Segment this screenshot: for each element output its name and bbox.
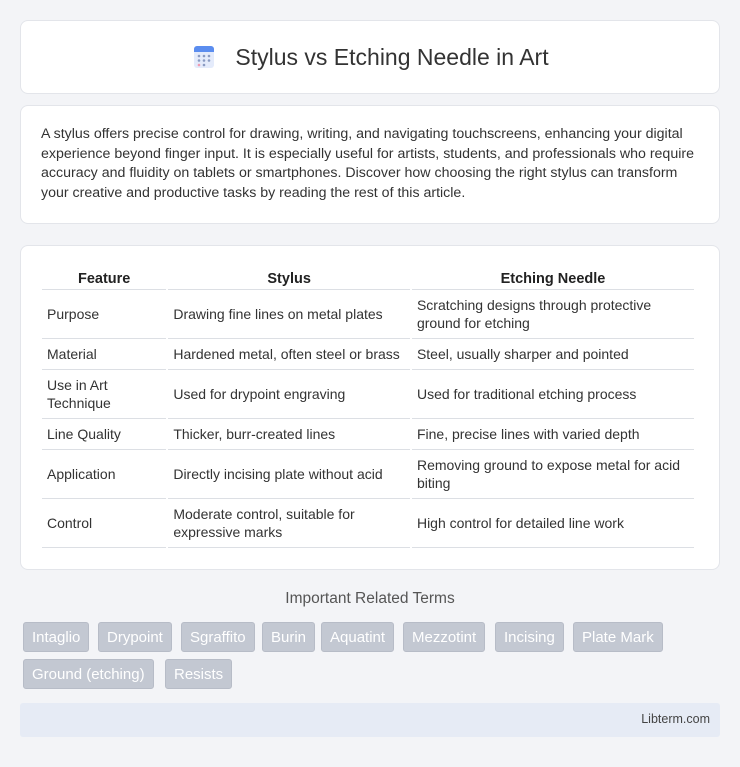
tag-sgraffito[interactable]: Sgraffito xyxy=(181,622,255,652)
table-cell: Use in Art Technique xyxy=(42,370,166,419)
table-cell: Line Quality xyxy=(42,419,166,450)
header-stylus: Stylus xyxy=(168,266,410,290)
table-cell: Moderate control, suitable for expressive marks xyxy=(168,499,410,548)
table-row xyxy=(42,290,694,339)
header-feature: Feature xyxy=(42,266,166,290)
footer-site-link[interactable]: Libterm.com xyxy=(641,712,710,726)
table-header-row xyxy=(42,266,694,290)
table-cell: Steel, usually sharper and pointed xyxy=(412,339,694,370)
tag-burin[interactable]: Burin xyxy=(262,622,315,652)
table-row xyxy=(42,499,694,548)
table-row xyxy=(42,339,694,370)
tag-resists[interactable]: Resists xyxy=(165,659,232,689)
page-title: Stylus vs Etching Needle in Art xyxy=(235,43,549,70)
tag-plate-mark[interactable]: Plate Mark xyxy=(573,622,663,652)
table-cell: Fine, precise lines with varied depth xyxy=(412,419,694,450)
table-cell: Material xyxy=(42,339,166,370)
tag-ground-etching[interactable]: Ground (etching) xyxy=(23,659,154,689)
table-cell: Application xyxy=(42,450,166,499)
table-cell: Directly incising plate without acid xyxy=(168,450,410,499)
related-terms-title: Important Related Terms xyxy=(285,590,455,607)
tag-mezzotint[interactable]: Mezzotint xyxy=(403,622,485,652)
table-cell: Drawing fine lines on metal plates xyxy=(168,290,410,339)
header-etching-needle: Etching Needle xyxy=(412,266,694,290)
table-cell: Control xyxy=(42,499,166,548)
tag-aquatint[interactable]: Aquatint xyxy=(321,622,394,652)
table-cell: Used for drypoint engraving xyxy=(168,370,410,419)
header xyxy=(191,44,548,71)
footer xyxy=(20,703,720,737)
table-cell: Removing ground to expose metal for acid biting xyxy=(412,450,694,499)
table-cell: Hardened metal, often steel or brass xyxy=(168,339,410,370)
tag-intaglio[interactable]: Intaglio xyxy=(23,622,89,652)
intro-card xyxy=(20,105,720,224)
comparison-table xyxy=(40,266,696,548)
intro-paragraph: A stylus offers precise control for drawing, writing, and navigating touchscreens, enhancing your digital experience beyond finger input. It is especially useful for artists, students, and professionals who require accuracy and fluidity on tablets or smartphones. Discover how choosing the right stylus can transform your creative and productive tasks by reading the rest of this article. xyxy=(41,126,694,201)
table-row xyxy=(42,419,694,450)
header-card xyxy=(20,20,720,94)
table-cell: Thicker, burr-created lines xyxy=(168,419,410,450)
table-cell: Scratching designs through protective ground for etching xyxy=(412,290,694,339)
tag-incising[interactable]: Incising xyxy=(495,622,564,652)
table-cell: High control for detailed line work xyxy=(412,499,694,548)
table-row xyxy=(42,370,694,419)
table-cell: Purpose xyxy=(42,290,166,339)
tag-drypoint[interactable]: Drypoint xyxy=(98,622,172,652)
document-icon xyxy=(191,44,217,70)
table-row xyxy=(42,450,694,499)
comparison-table-card xyxy=(20,245,720,570)
table-cell: Used for traditional etching process xyxy=(412,370,694,419)
